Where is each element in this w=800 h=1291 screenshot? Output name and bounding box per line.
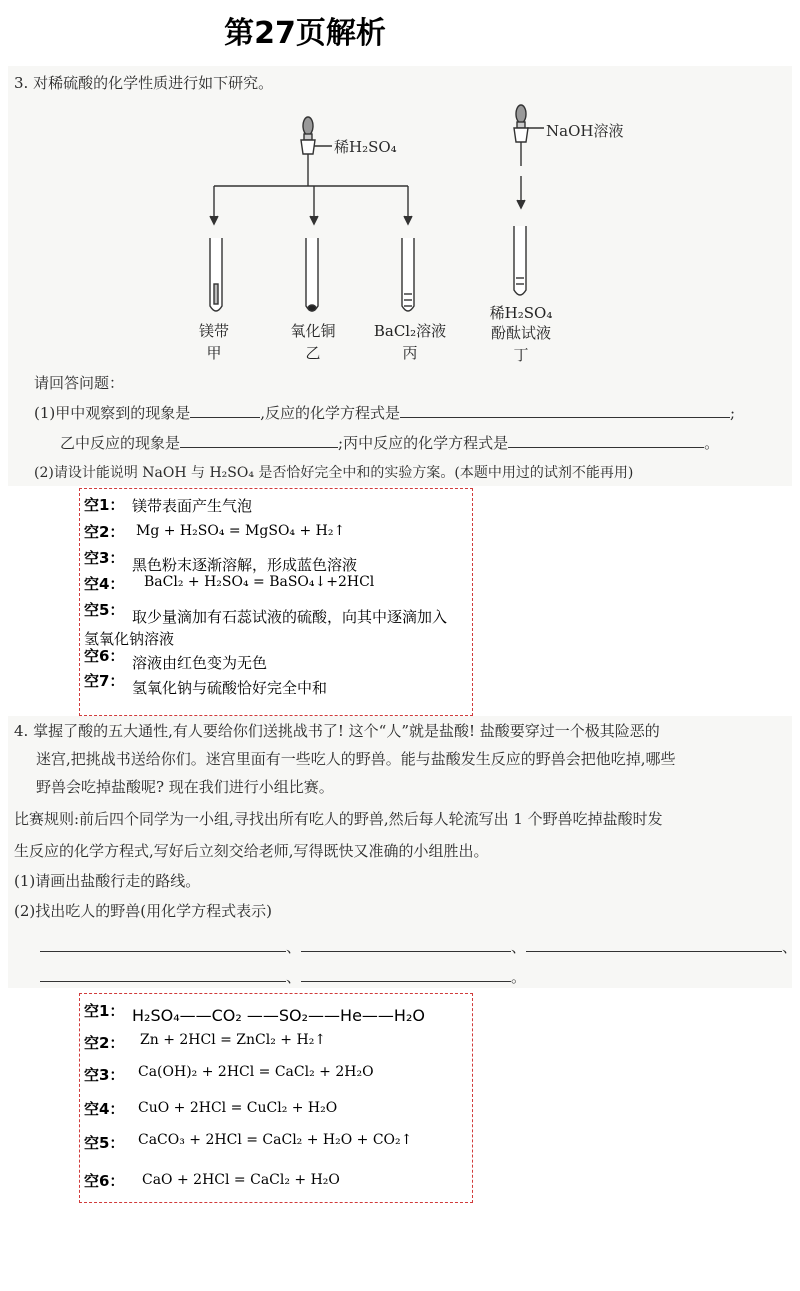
ans4-text-5: CaCO₃ + 2HCl = CaCl₂ + H₂O + CO₂↑ <box>138 1132 413 1148</box>
q3-line2-c: 。 <box>704 434 720 452</box>
blank-6 <box>301 937 511 952</box>
blank-5 <box>40 937 286 952</box>
tube-bing-name: 丙 <box>402 344 418 362</box>
blank-9 <box>301 967 511 982</box>
ans3-label-7: 空7： <box>84 672 125 690</box>
answer-box-q3 <box>79 488 473 716</box>
ans4-text-1: H₂SO₄——CO₂ ——SO₂——He——H₂O <box>132 1006 425 1025</box>
ans4-label-2: 空2： <box>84 1034 125 1052</box>
dropper-left-icon <box>301 117 332 182</box>
blank-2 <box>400 403 730 418</box>
q4-sep1: 、 <box>286 938 302 956</box>
page-title: 第27页解析 <box>224 16 386 51</box>
tube-yi-name: 乙 <box>305 344 321 362</box>
ans3-label-4: 空4： <box>84 575 125 593</box>
ans4-label-5: 空5： <box>84 1134 125 1152</box>
ans3-text-4: BaCl₂ + H₂SO₄ = BaSO₄↓+2HCl <box>144 574 375 590</box>
ans4-text-6: CaO + 2HCl = CaCl₂ + H₂O <box>142 1172 340 1188</box>
answer-box-q4 <box>79 993 473 1203</box>
dropper-right-label: NaOH溶液 <box>546 122 624 140</box>
blank-3 <box>180 433 338 448</box>
ans4-label-1: 空1： <box>84 1002 125 1020</box>
ans4-label-3: 空3： <box>84 1066 125 1084</box>
q4-blank-row-2 <box>40 966 526 987</box>
q4-line3: 野兽会吃掉盐酸呢? 现在我们进行小组比赛。 <box>36 778 334 796</box>
question-4-scan <box>8 716 798 988</box>
q4-sep2: 、 <box>511 938 527 956</box>
q3-line1-a: (1)甲中观察到的现象是 <box>34 404 191 422</box>
q4-line6: (1)请画出盐酸行走的路线。 <box>14 872 201 890</box>
tube-ding-name: 丁 <box>513 346 529 364</box>
q3-line1-c: ; <box>730 404 736 422</box>
q3-line2-a: 乙中反应的现象是 <box>60 434 181 452</box>
ans4-label-4: 空4： <box>84 1100 125 1118</box>
q4-line2: 迷宫,把挑战书送给你们。迷宫里面有一些吃人的野兽。能与盐酸发生反应的野兽会把他吃掉,哪些 <box>36 750 676 768</box>
ans3-text-1: 镁带表面产生气泡 <box>132 497 253 515</box>
blank-7 <box>526 937 782 952</box>
ans3-text-5b: 氢氧化钠溶液 <box>84 630 175 648</box>
q3-line1-b: ,反应的化学方程式是 <box>260 404 401 422</box>
q4-line4: 比赛规则:前后四个同学为一小组,寻找出所有吃人的野兽,然后每人轮流写出 1 个野兽吃掉盐酸时发 <box>14 810 663 828</box>
ans3-label-5: 空5： <box>84 601 125 619</box>
ans4-text-4: CuO + 2HCl = CuCl₂ + H₂O <box>138 1100 338 1116</box>
blank-8 <box>40 967 286 982</box>
dropper-right-icon <box>514 105 544 208</box>
ans3-text-3: 黑色粉末逐渐溶解，形成蓝色溶液 <box>132 556 358 574</box>
ans3-text-6: 溶液由红色变为无色 <box>132 654 268 672</box>
q4-blank-row-1 <box>40 936 797 957</box>
tube-jia-content: 镁带 <box>198 322 229 340</box>
ans3-label-1: 空1： <box>84 496 125 514</box>
test-tube-yi-icon <box>306 238 318 311</box>
ans4-text-2: Zn + 2HCl = ZnCl₂ + H₂↑ <box>140 1032 327 1048</box>
test-tube-ding-icon <box>514 226 526 295</box>
blank-4 <box>508 433 704 448</box>
question-3-scan <box>8 66 792 486</box>
ans3-label-6: 空6： <box>84 647 125 665</box>
q4-line7: (2)找出吃人的野兽(用化学方程式表示) <box>14 902 272 920</box>
ans3-text-2: Mg + H₂SO₄ = MgSO₄ + H₂↑ <box>136 523 346 539</box>
q4-sep4: 、 <box>286 968 302 986</box>
q4-sep3: 、 <box>782 938 798 956</box>
tube-bing-content: BaCl₂溶液 <box>373 322 447 340</box>
ans3-text-7: 氢氧化钠与硫酸恰好完全中和 <box>132 679 328 697</box>
q3-stem: 3. 对稀硫酸的化学性质进行如下研究。 <box>14 74 274 92</box>
q4-line5: 生反应的化学方程式,写好后立刻交给老师,写得既快又准确的小组胜出。 <box>14 842 489 860</box>
ans4-label-6: 空6： <box>84 1172 125 1190</box>
blank-1 <box>190 403 260 418</box>
q3-line2 <box>60 432 719 453</box>
q4-line1: 4. 掌握了酸的五大通性,有人要给你们送挑战书了! 这个“人”就是盐酸! 盐酸要穿过一个极其险恶的 <box>14 722 660 740</box>
tube-jia-name: 甲 <box>206 344 222 362</box>
q3-prompt: 请回答问题： <box>34 374 125 392</box>
test-tube-jia-icon <box>210 238 222 311</box>
branch-arrows-icon <box>210 182 412 224</box>
ans3-label-3: 空3： <box>84 549 125 567</box>
tube-ding-content-2: 酚酞试液 <box>490 324 551 342</box>
ans3-label-2: 空2： <box>84 523 125 541</box>
ans3-text-5: 取少量滴加有石蕊试液的硫酸，向其中逐滴加入 <box>132 608 448 626</box>
q3-line2-b: ;丙中反应的化学方程式是 <box>338 434 509 452</box>
dropper-left-label: 稀H₂SO₄ <box>334 138 397 156</box>
q4-end: 。 <box>511 968 527 986</box>
ans4-text-3: Ca(OH)₂ + 2HCl = CaCl₂ + 2H₂O <box>138 1064 374 1080</box>
tube-yi-content: 氧化铜 <box>290 322 336 340</box>
tube-ding-content: 稀H₂SO₄ <box>489 304 553 322</box>
q3-line3: (2)请设计能说明 NaOH 与 H₂SO₄ 是否恰好完全中和的实验方案。(本题中用过的试剂不能再用) <box>34 465 634 481</box>
test-tube-bing-icon <box>402 238 414 311</box>
q3-line1 <box>34 402 735 423</box>
